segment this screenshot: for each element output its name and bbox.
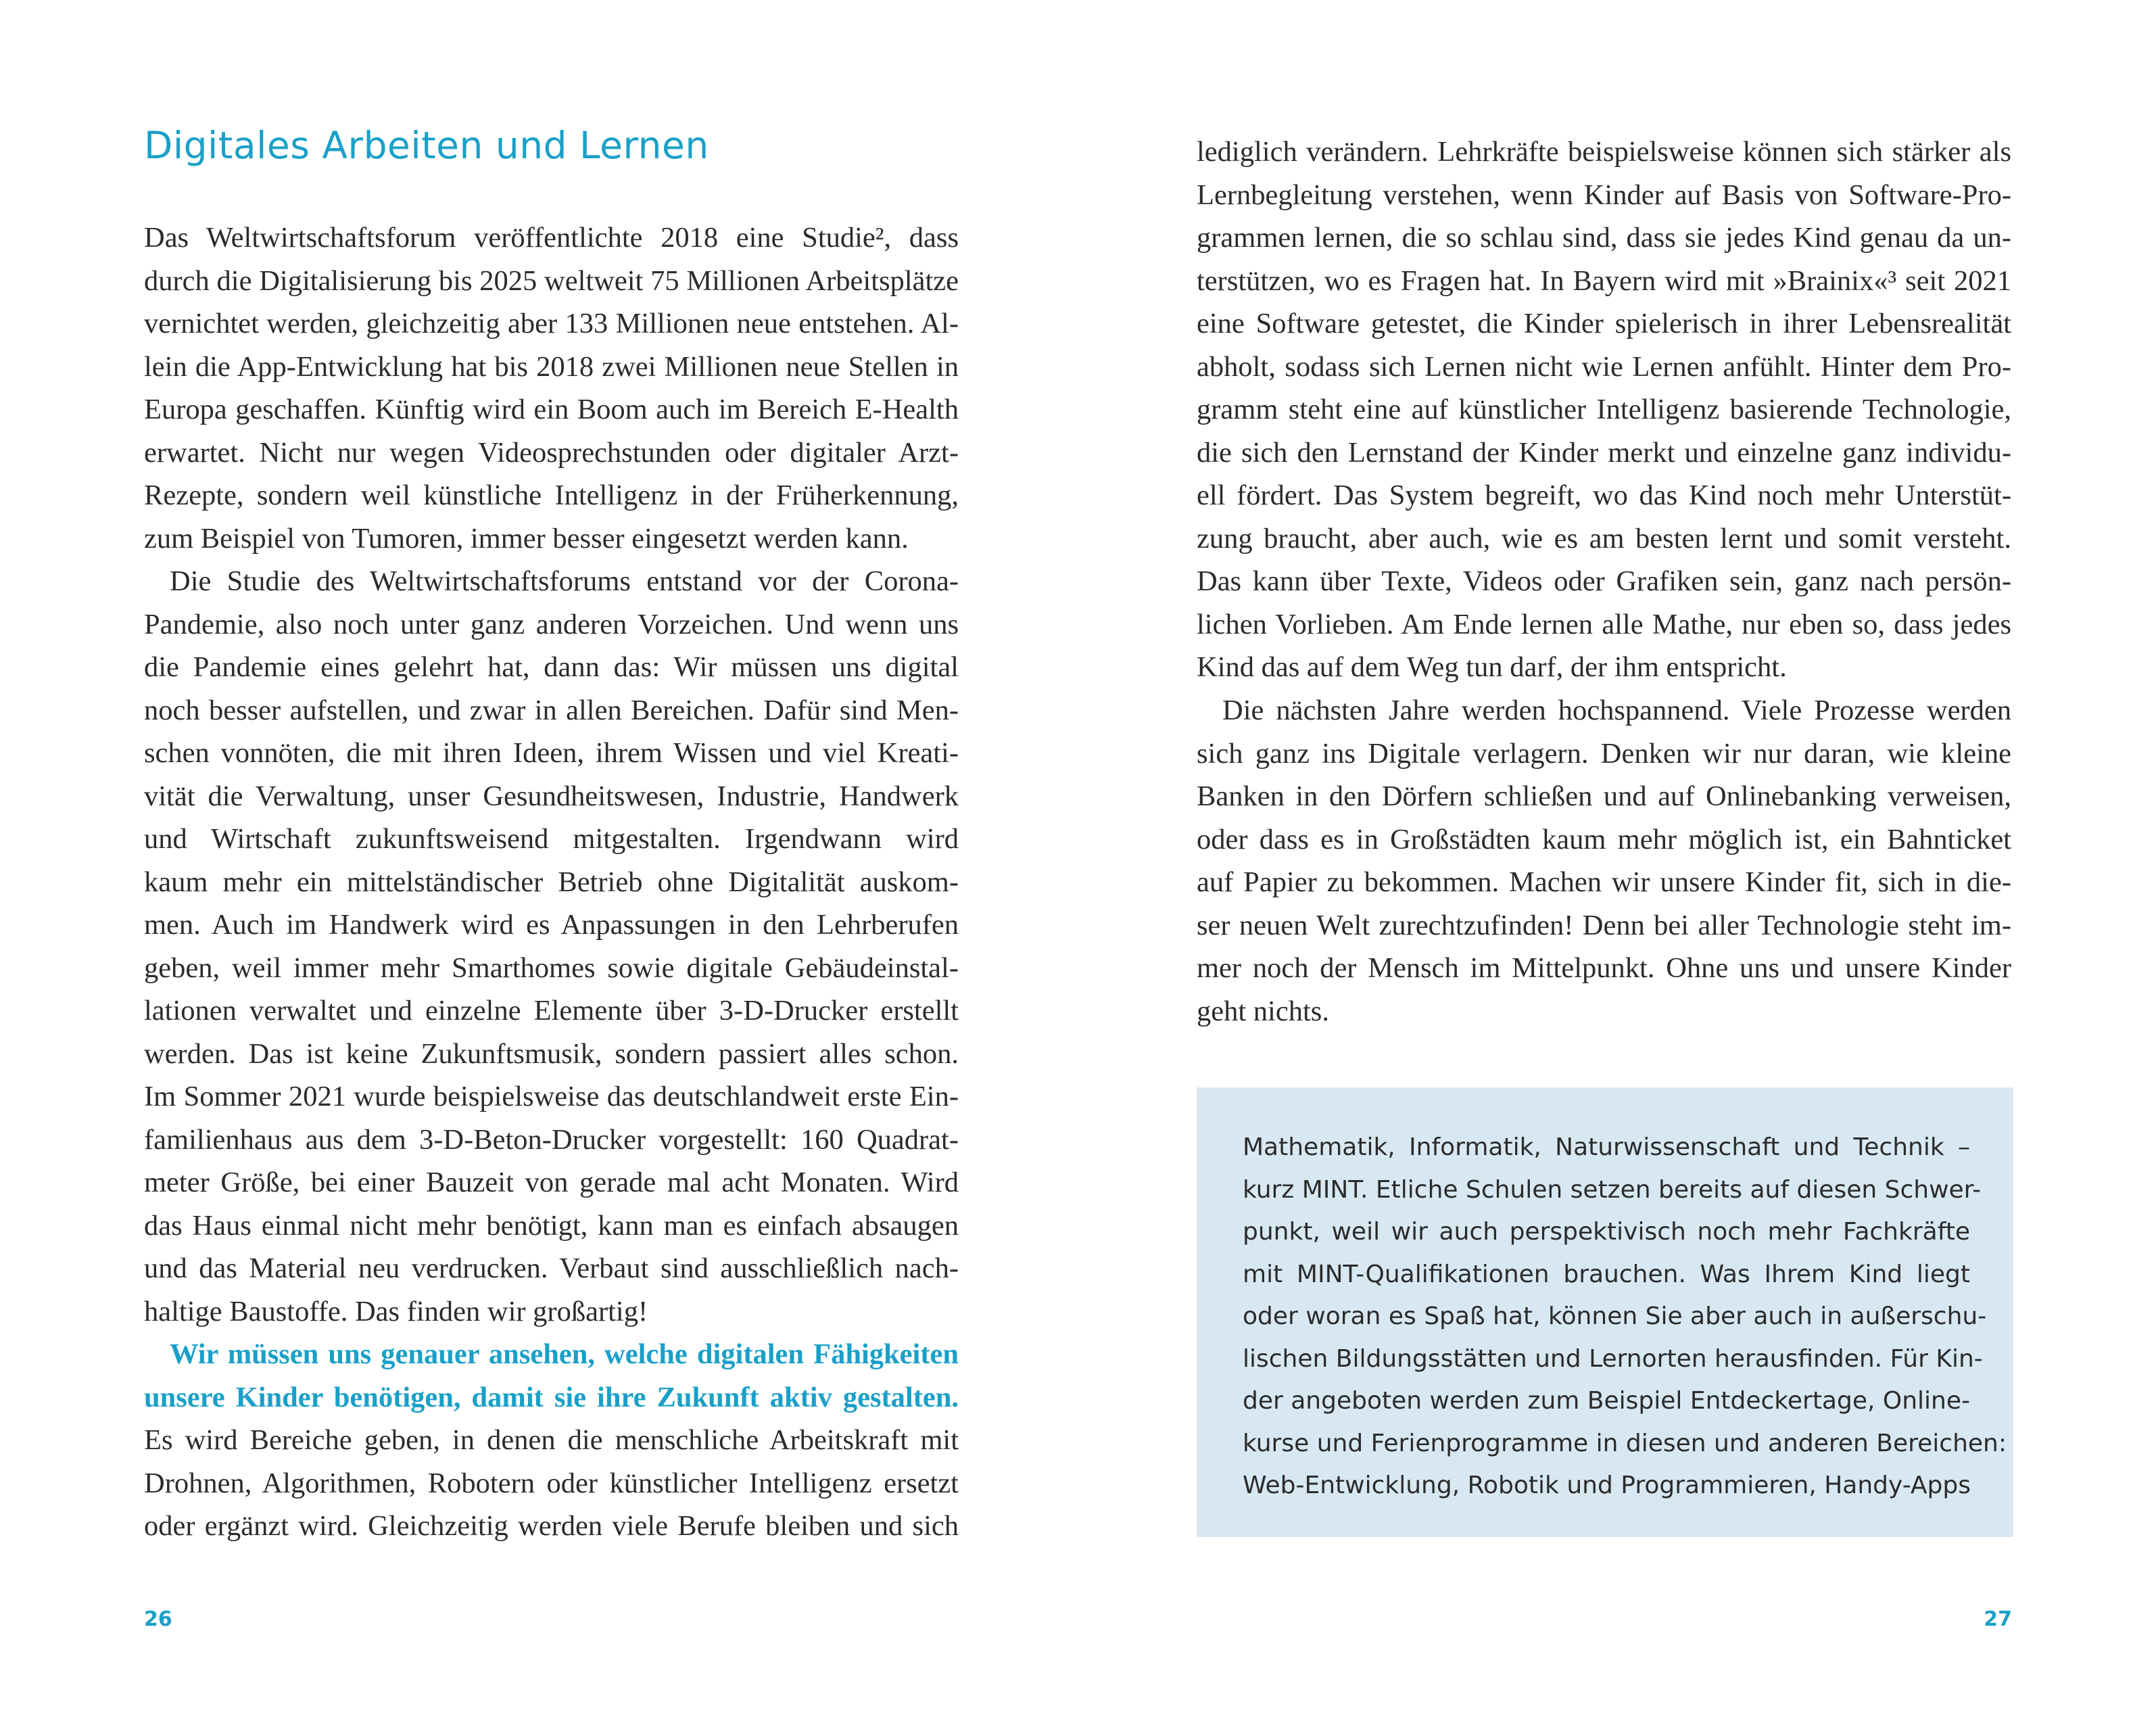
text-line: schen vonnöten, die mit ihren Ideen, ihrem Wissen und viel Kreati- <box>144 737 959 769</box>
text-line: Banken in den Dörfern schließen und auf Onlinebanking verweisen, <box>1197 780 2011 812</box>
text-line: durch die Digitalisierung bis 2025 weltweit 75 Millionen Arbeitsplätze <box>144 264 959 297</box>
text-line: oder dass es in Großstädten kaum mehr möglich ist, ein Bahnticket <box>1197 823 2011 855</box>
text-line: Das Weltwirtschaftsforum veröffentlichte 2018 eine Studie², dass <box>144 222 959 254</box>
info-line: lischen Bildungsstätten und Lernorten herausfinden. Für Kin- <box>1243 1344 1983 1373</box>
text-line: sich ganz ins Digitale verlagern. Denken wir nur daran, wie kleine <box>1197 737 2011 770</box>
text-line: lein die App-Entwicklung hat bis 2018 zwei Millionen neue Stellen in <box>144 350 959 383</box>
page-number-left: 26 <box>144 1607 172 1631</box>
mint-info-box <box>1197 1087 2013 1537</box>
info-line: Mathematik, Informatik, Naturwissenschaft und Technik – <box>1243 1133 1970 1161</box>
text-line: auf Papier zu bekommen. Machen wir unsere Kinder fit, sich in die- <box>1197 866 2011 898</box>
right-paragraph-1 <box>1197 131 2011 689</box>
text-line: die Pandemie eines gelehrt hat, dann das: Wir müssen uns digital <box>144 651 959 683</box>
right-paragraph-2 <box>1197 689 2011 1033</box>
text-line: haltige Baustoffe. Das finden wir großartig! <box>144 1295 648 1327</box>
text-line: geht nichts. <box>1197 995 1329 1027</box>
info-line: kurz MINT. Etliche Schulen setzen bereits auf diesen Schwer- <box>1243 1175 1982 1204</box>
text-line: abholt, sodass sich Lernen nicht wie Lernen anfühlt. Hinter dem Pro- <box>1197 350 2011 383</box>
text-line: unsere Kinder benötigen, damit sie ihre Zukunft aktiv gestalten. <box>144 1381 959 1413</box>
text-line: Drohnen, Algorithmen, Robotern oder künstlicher Intelligenz ersetzt <box>144 1467 959 1499</box>
text-line: oder ergänzt wird. Gleichzeitig werden viele Berufe bleiben und sich <box>144 1510 959 1542</box>
text-line: gramm steht eine auf künstlicher Intelligenz basierende Technologie, <box>1197 394 2011 425</box>
text-line: familienhaus aus dem 3-D-Beton-Drucker vorgestellt: 160 Quadrat- <box>144 1123 959 1156</box>
left-paragraph-1 <box>144 216 959 560</box>
left-paragraph-2 <box>144 560 959 1333</box>
text-line: lediglich verändern. Lehrkräfte beispielsweise können sich stärker als <box>1197 136 2011 168</box>
text-line: men. Auch im Handwerk wird es Anpassungen in den Lehrberufen <box>144 909 959 941</box>
text-line: und das Material neu verdrucken. Verbaut sind ausschließlich nach- <box>144 1252 959 1284</box>
text-line: Pandemie, also noch unter ganz anderen Vorzeichen. Und wenn uns <box>144 608 959 640</box>
info-line: punkt, weil wir auch perspektivisch noch mehr Fachkräfte <box>1243 1218 1970 1246</box>
text-line: Die Studie des Weltwirtschaftsforums entstand vor der Corona- <box>170 565 959 597</box>
text-line: terstützen, wo es Fragen hat. In Bayern wird mit »Brainix«³ seit 2021 <box>1197 264 2011 297</box>
text-line: lationen verwaltet und einzelne Elemente über 3-D-Drucker erstellt <box>144 995 959 1027</box>
text-line: Es wird Bereiche geben, in denen die menschliche Arbeitskraft mit <box>144 1424 959 1456</box>
text-line: Wir müssen uns genauer ansehen, welche digitalen Fähigkeiten <box>170 1338 959 1370</box>
text-line: Europa geschaffen. Künftig wird ein Boom auch im Bereich E-Health <box>144 394 959 425</box>
text-line: noch besser aufstellen, und zwar in allen Bereichen. Dafür sind Men- <box>144 694 959 726</box>
page-number-right: 27 <box>1984 1607 2012 1631</box>
info-line: der angeboten werden zum Beispiel Entdeckertage, Online- <box>1243 1387 1970 1415</box>
text-line: kaum mehr ein mittelständischer Betrieb ohne Digitalität auskom- <box>144 866 959 898</box>
text-line: vernichtet werden, gleichzeitig aber 133 Millionen neue entstehen. Al- <box>144 308 959 339</box>
left-paragraph-3 <box>144 1419 959 1548</box>
text-line: eine Software getestet, die Kinder spielerisch in ihrer Lebensrealität <box>1197 308 2011 339</box>
text-line: meter Größe, bei einer Bauzeit von gerade mal acht Monaten. Wird <box>144 1167 959 1198</box>
text-line: zum Beispiel von Tumoren, immer besser eingesetzt werden kann. <box>144 522 909 555</box>
text-line: werden. Das ist keine Zukunftsmusik, sondern passiert alles schon. <box>144 1037 959 1070</box>
info-line: kurse und Ferienprogramme in diesen und anderen Bereichen: <box>1243 1429 2007 1457</box>
text-line: Rezepte, sondern weil künstliche Intelligenz in der Früherkennung, <box>144 479 959 511</box>
text-line: Lernbegleitung verstehen, wenn Kinder auf Basis von Software-Pro- <box>1197 179 2011 211</box>
info-line: Web-Entwicklung, Robotik und Programmieren, Handy-Apps <box>1243 1472 1971 1499</box>
text-line: lichen Vorlieben. Am Ende lernen alle Mathe, nur eben so, dass jedes <box>1197 608 2011 640</box>
text-line: geben, weil immer mehr Smarthomes sowie digitale Gebäudeinstal- <box>144 951 959 984</box>
text-line: vität die Verwaltung, unser Gesundheitswesen, Industrie, Handwerk <box>144 780 959 812</box>
text-line: Kind das auf dem Weg tun darf, der ihm entspricht. <box>1197 651 1787 683</box>
text-line: Im Sommer 2021 wurde beispielsweise das deutschlandweit erste Ein- <box>144 1081 959 1112</box>
text-line: zung braucht, aber auch, wie es am besten lernt und somit versteht. <box>1197 522 2011 555</box>
text-line: Das kann über Texte, Videos oder Grafiken sein, ganz nach persön- <box>1197 565 2011 597</box>
highlight-quote <box>144 1333 959 1419</box>
text-line: ell fördert. Das System begreift, wo das Kind noch mehr Unterstüt- <box>1197 479 2011 511</box>
text-line: Die nächsten Jahre werden hochspannend. Viele Prozesse werden <box>1222 695 2011 726</box>
text-line: ser neuen Welt zurechtzufinden! Denn bei aller Technologie steht im- <box>1197 909 2011 941</box>
text-line: und Wirtschaft zukunftsweisend mitgestalten. Irgendwann wird <box>144 823 959 855</box>
info-line: oder woran es Spaß hat, können Sie aber auch in außerschu- <box>1243 1302 1987 1330</box>
text-line: das Haus einmal nicht mehr benötigt, kann man es einfach absaugen <box>144 1209 959 1242</box>
text-line: grammen lernen, die so schlau sind, dass sie jedes Kind genau da un- <box>1197 222 2011 254</box>
chapter-heading: Digitales Arbeiten und Lernen <box>144 124 709 167</box>
text-line: die sich den Lernstand der Kinder merkt und einzelne ganz individu- <box>1197 436 2011 469</box>
text-line: mer noch der Mensch im Mittelpunkt. Ohne uns und unsere Kinder <box>1197 952 2011 984</box>
info-line: mit MINT-Qualifikationen brauchen. Was Ihrem Kind liegt <box>1243 1260 1970 1288</box>
text-line: erwartet. Nicht nur wegen Videosprechstunden oder digitaler Arzt- <box>144 436 959 469</box>
